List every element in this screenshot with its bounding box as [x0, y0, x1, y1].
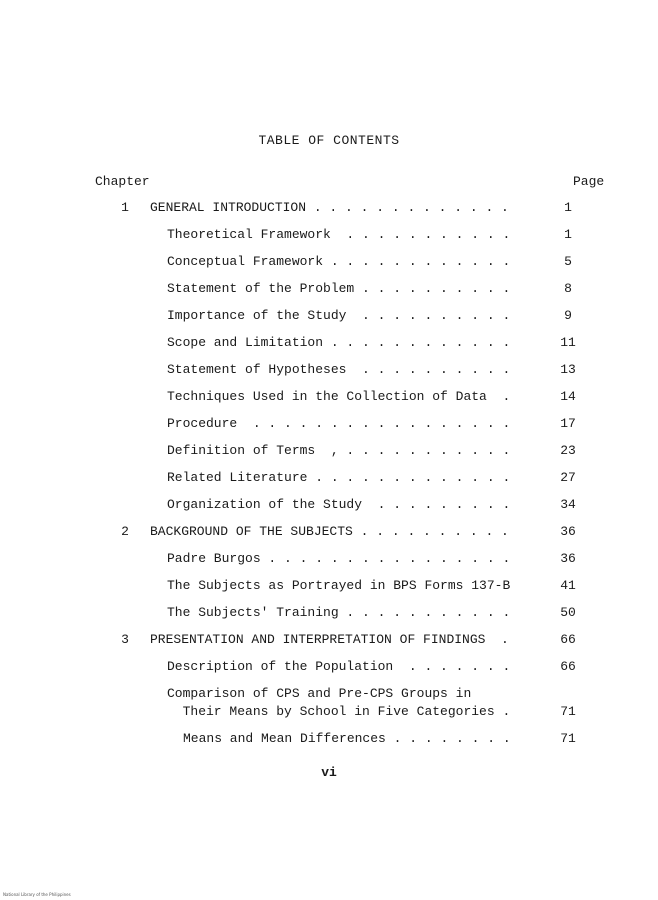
entry-title: PRESENTATION AND INTERPRETATION OF FINDINGS .	[150, 632, 509, 647]
chapter-number: 1	[121, 200, 129, 215]
toc-entry	[0, 362, 658, 380]
toc-entry	[0, 470, 658, 488]
toc-entry-ch1	[0, 200, 658, 218]
entry-title: Theoretical Framework . . . . . . . . . . .	[167, 227, 511, 242]
entry-page: 50	[560, 605, 576, 620]
entry-page: 23	[560, 443, 576, 458]
entry-page: 5	[564, 254, 572, 269]
toc-entry	[0, 497, 658, 515]
chapter-number: 3	[121, 632, 129, 647]
entry-title: Statement of Hypotheses . . . . . . . . . .	[167, 362, 511, 377]
entry-page: 1	[564, 200, 572, 215]
entry-title: Importance of the Study . . . . . . . . . .	[167, 308, 511, 323]
entry-page: 13	[560, 362, 576, 377]
entry-title: Conceptual Framework . . . . . . . . . . . .	[167, 254, 511, 269]
toc-entry	[0, 704, 658, 722]
toc-entry	[0, 605, 658, 623]
toc-entry-ch2	[0, 524, 658, 542]
entry-page: 36	[560, 524, 576, 539]
entry-title: The Subjects' Training . . . . . . . . . . .	[167, 605, 511, 620]
chapter-column-header: Chapter	[95, 174, 150, 189]
toc-entry	[0, 731, 658, 749]
entry-page: 36	[560, 551, 576, 566]
entry-page: 17	[560, 416, 576, 431]
toc-entry	[0, 551, 658, 569]
toc-entry-ch3	[0, 632, 658, 650]
entry-page: 41	[560, 578, 576, 593]
page-column-header: Page	[573, 174, 605, 189]
chapter-number: 2	[121, 524, 129, 539]
entry-title: GENERAL INTRODUCTION . . . . . . . . . . . . .	[150, 200, 509, 215]
entry-title: Organization of the Study . . . . . . . . .	[167, 497, 511, 512]
page-number: vi	[321, 765, 337, 780]
toc-entry	[0, 254, 658, 272]
toc-entry	[0, 281, 658, 299]
toc-entry	[0, 686, 658, 704]
entry-page: 66	[560, 659, 576, 674]
entry-page: 27	[560, 470, 576, 485]
toc-entry	[0, 227, 658, 245]
entry-title: Padre Burgos . . . . . . . . . . . . . . . .	[167, 551, 511, 566]
entry-title: Their Means by School in Five Categories .	[167, 704, 511, 719]
toc-entry	[0, 335, 658, 353]
entry-page: 71	[560, 731, 576, 746]
entry-title: Means and Mean Differences . . . . . . . .	[183, 731, 511, 746]
toc-entry	[0, 389, 658, 407]
entry-title: Comparison of CPS and Pre-CPS Groups in	[167, 686, 472, 701]
entry-title: BACKGROUND OF THE SUBJECTS . . . . . . . . . .	[150, 524, 509, 539]
entry-page: 34	[560, 497, 576, 512]
toc-entry	[0, 416, 658, 434]
toc-entry	[0, 578, 658, 596]
entry-page: 71	[560, 704, 576, 719]
entry-title: Statement of the Problem . . . . . . . . . .	[167, 281, 511, 296]
entry-title: Procedure . . . . . . . . . . . . . . . . .	[167, 416, 511, 431]
entry-page: 14	[560, 389, 576, 404]
entry-title: Definition of Terms , . . . . . . . . . . .	[167, 443, 511, 458]
page-title: TABLE OF CONTENTS	[258, 133, 400, 148]
entry-title: Description of the Population . . . . . . .	[167, 659, 511, 674]
toc-entry	[0, 308, 658, 326]
toc-entry	[0, 659, 658, 677]
entry-page: 66	[560, 632, 576, 647]
entry-page: 1	[564, 227, 572, 242]
entry-title: Techniques Used in the Collection of Data .	[167, 389, 511, 404]
entry-title: Related Literature . . . . . . . . . . . . .	[167, 470, 511, 485]
scan-footer: National Library of the Philippines	[3, 892, 71, 897]
entry-page: 8	[564, 281, 572, 296]
entry-title: Scope and Limitation . . . . . . . . . . . .	[167, 335, 511, 350]
toc-entry	[0, 443, 658, 461]
entry-page: 11	[560, 335, 576, 350]
entry-title: The Subjects as Portrayed in BPS Forms 137-B	[167, 578, 511, 593]
entry-page: 9	[564, 308, 572, 323]
